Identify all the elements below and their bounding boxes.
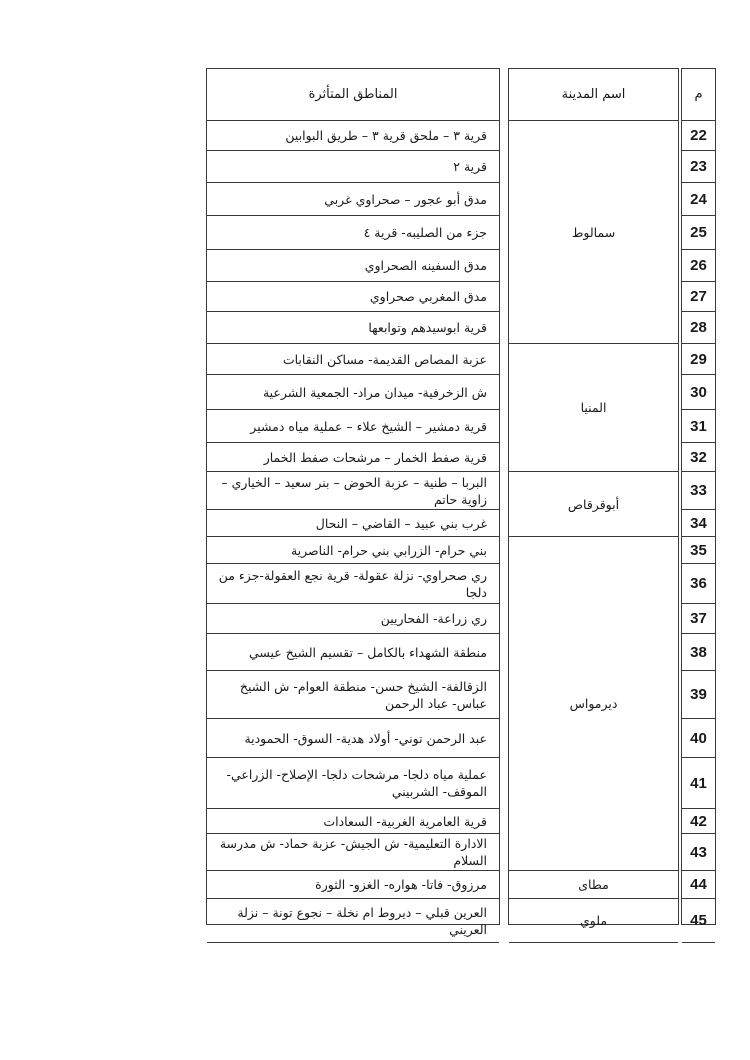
area-cell: قرية العامرية الغربية- السعادات: [207, 809, 499, 834]
row-number-cell: 42: [682, 809, 715, 834]
areas-table: [206, 68, 500, 937]
area-cell: البربا – طنية – عزبة الحوض – بنر سعيد – الخياري – زاوية حاتم: [207, 472, 499, 510]
area-cell: عزبة المصاص القديمة- مساكن النقابات: [207, 344, 499, 375]
area-cell: قرية ابوسيدهم وتوابعها: [207, 312, 499, 344]
city-cell: أبوقرقاص: [509, 472, 678, 537]
row-number-cell: 26: [682, 250, 715, 282]
row-number-cell: 33: [682, 472, 715, 510]
number-table: [681, 68, 716, 929]
area-cell: منطقة الشهداء بالكامل – تقسيم الشيخ عيسي: [207, 634, 499, 671]
row-number-cell: 35: [682, 537, 715, 564]
area-cell: جزء من الصليبه- قرية ٤: [207, 216, 499, 250]
row-number-cell: 23: [682, 151, 715, 183]
row-number-cell: 36: [682, 564, 715, 604]
area-cell: الادارة التعليمية- ش الجيش- عزبة حماد- ش مدرسة السلام: [207, 834, 499, 871]
row-number-cell: 43: [682, 834, 715, 871]
row-number-cell: 32: [682, 443, 715, 472]
area-cell: مدق أبو عجور – صحراوي غربي: [207, 183, 499, 216]
row-number-cell: 39: [682, 671, 715, 719]
row-number-cell: 40: [682, 719, 715, 758]
area-cell: قرية ٢: [207, 151, 499, 183]
areas-header: المناطق المتأثرة: [207, 69, 499, 121]
area-cell: ري صحراوي- نزلة عقولة- قرية نجع العقولة-جزء من دلجا: [207, 564, 499, 604]
row-number-cell: 34: [682, 510, 715, 537]
row-number-cell: 25: [682, 216, 715, 250]
area-cell: قرية دمشير – الشيخ علاء – عملية مياه دمشير: [207, 410, 499, 443]
area-cell: قرية صفط الخمار – مرشحات صفط الخمار: [207, 443, 499, 472]
area-cell: ري زراعة- الفحاريين: [207, 604, 499, 634]
area-cell: مدق السفينه الصحراوي: [207, 250, 499, 282]
row-number-cell: 22: [682, 121, 715, 151]
city-cell: مطاى: [509, 871, 678, 899]
area-cell: ش الزخرفية- ميدان مراد- الجمعية الشرعية: [207, 375, 499, 410]
area-cell: مرزوق- فاتا- هواره- الغزو- الثورة: [207, 871, 499, 899]
area-cell: عبد الرحمن توني- أولاد هدية- السوق- الحمودية: [207, 719, 499, 758]
city-cell: ملوي: [509, 899, 678, 943]
area-cell: بني حرام- الزرابي بني حرام- الناصرية: [207, 537, 499, 564]
city-cell: ديرمواس: [509, 537, 678, 871]
row-number-cell: 30: [682, 375, 715, 410]
row-number-cell: 24: [682, 183, 715, 216]
city-header: اسم المدينة: [509, 69, 678, 121]
row-number-cell: 44: [682, 871, 715, 899]
area-cell: غرب بني عبيد – القاضي – النحال: [207, 510, 499, 537]
row-number-cell: 31: [682, 410, 715, 443]
number-header: م: [682, 69, 715, 121]
area-cell: عملية مياه دلجا- مرشحات دلجا- الإصلاح- الزراعي- الموقف- الشربيني: [207, 758, 499, 809]
row-number-cell: 37: [682, 604, 715, 634]
row-number-cell: 38: [682, 634, 715, 671]
area-cell: الزقالفة- الشيخ حسن- منطقة العوام- ش الشيخ عباس- عباد الرحمن: [207, 671, 499, 719]
area-cell: قرية ٣ – ملحق قرية ٣ – طريق البوابين: [207, 121, 499, 151]
row-number-cell: 28: [682, 312, 715, 344]
area-cell: مدق المغربي صحراوي: [207, 282, 499, 312]
city-cell: المنيا: [509, 344, 678, 472]
row-number-cell: 41: [682, 758, 715, 809]
area-cell: العرين قبلي – ديروط ام نخلة – نجوع تونة – نزلة العريني: [207, 899, 499, 943]
city-table: [508, 68, 679, 928]
row-number-cell: 29: [682, 344, 715, 375]
row-number-cell: 45: [682, 899, 715, 943]
city-cell: سمالوط: [509, 121, 678, 344]
row-number-cell: 27: [682, 282, 715, 312]
